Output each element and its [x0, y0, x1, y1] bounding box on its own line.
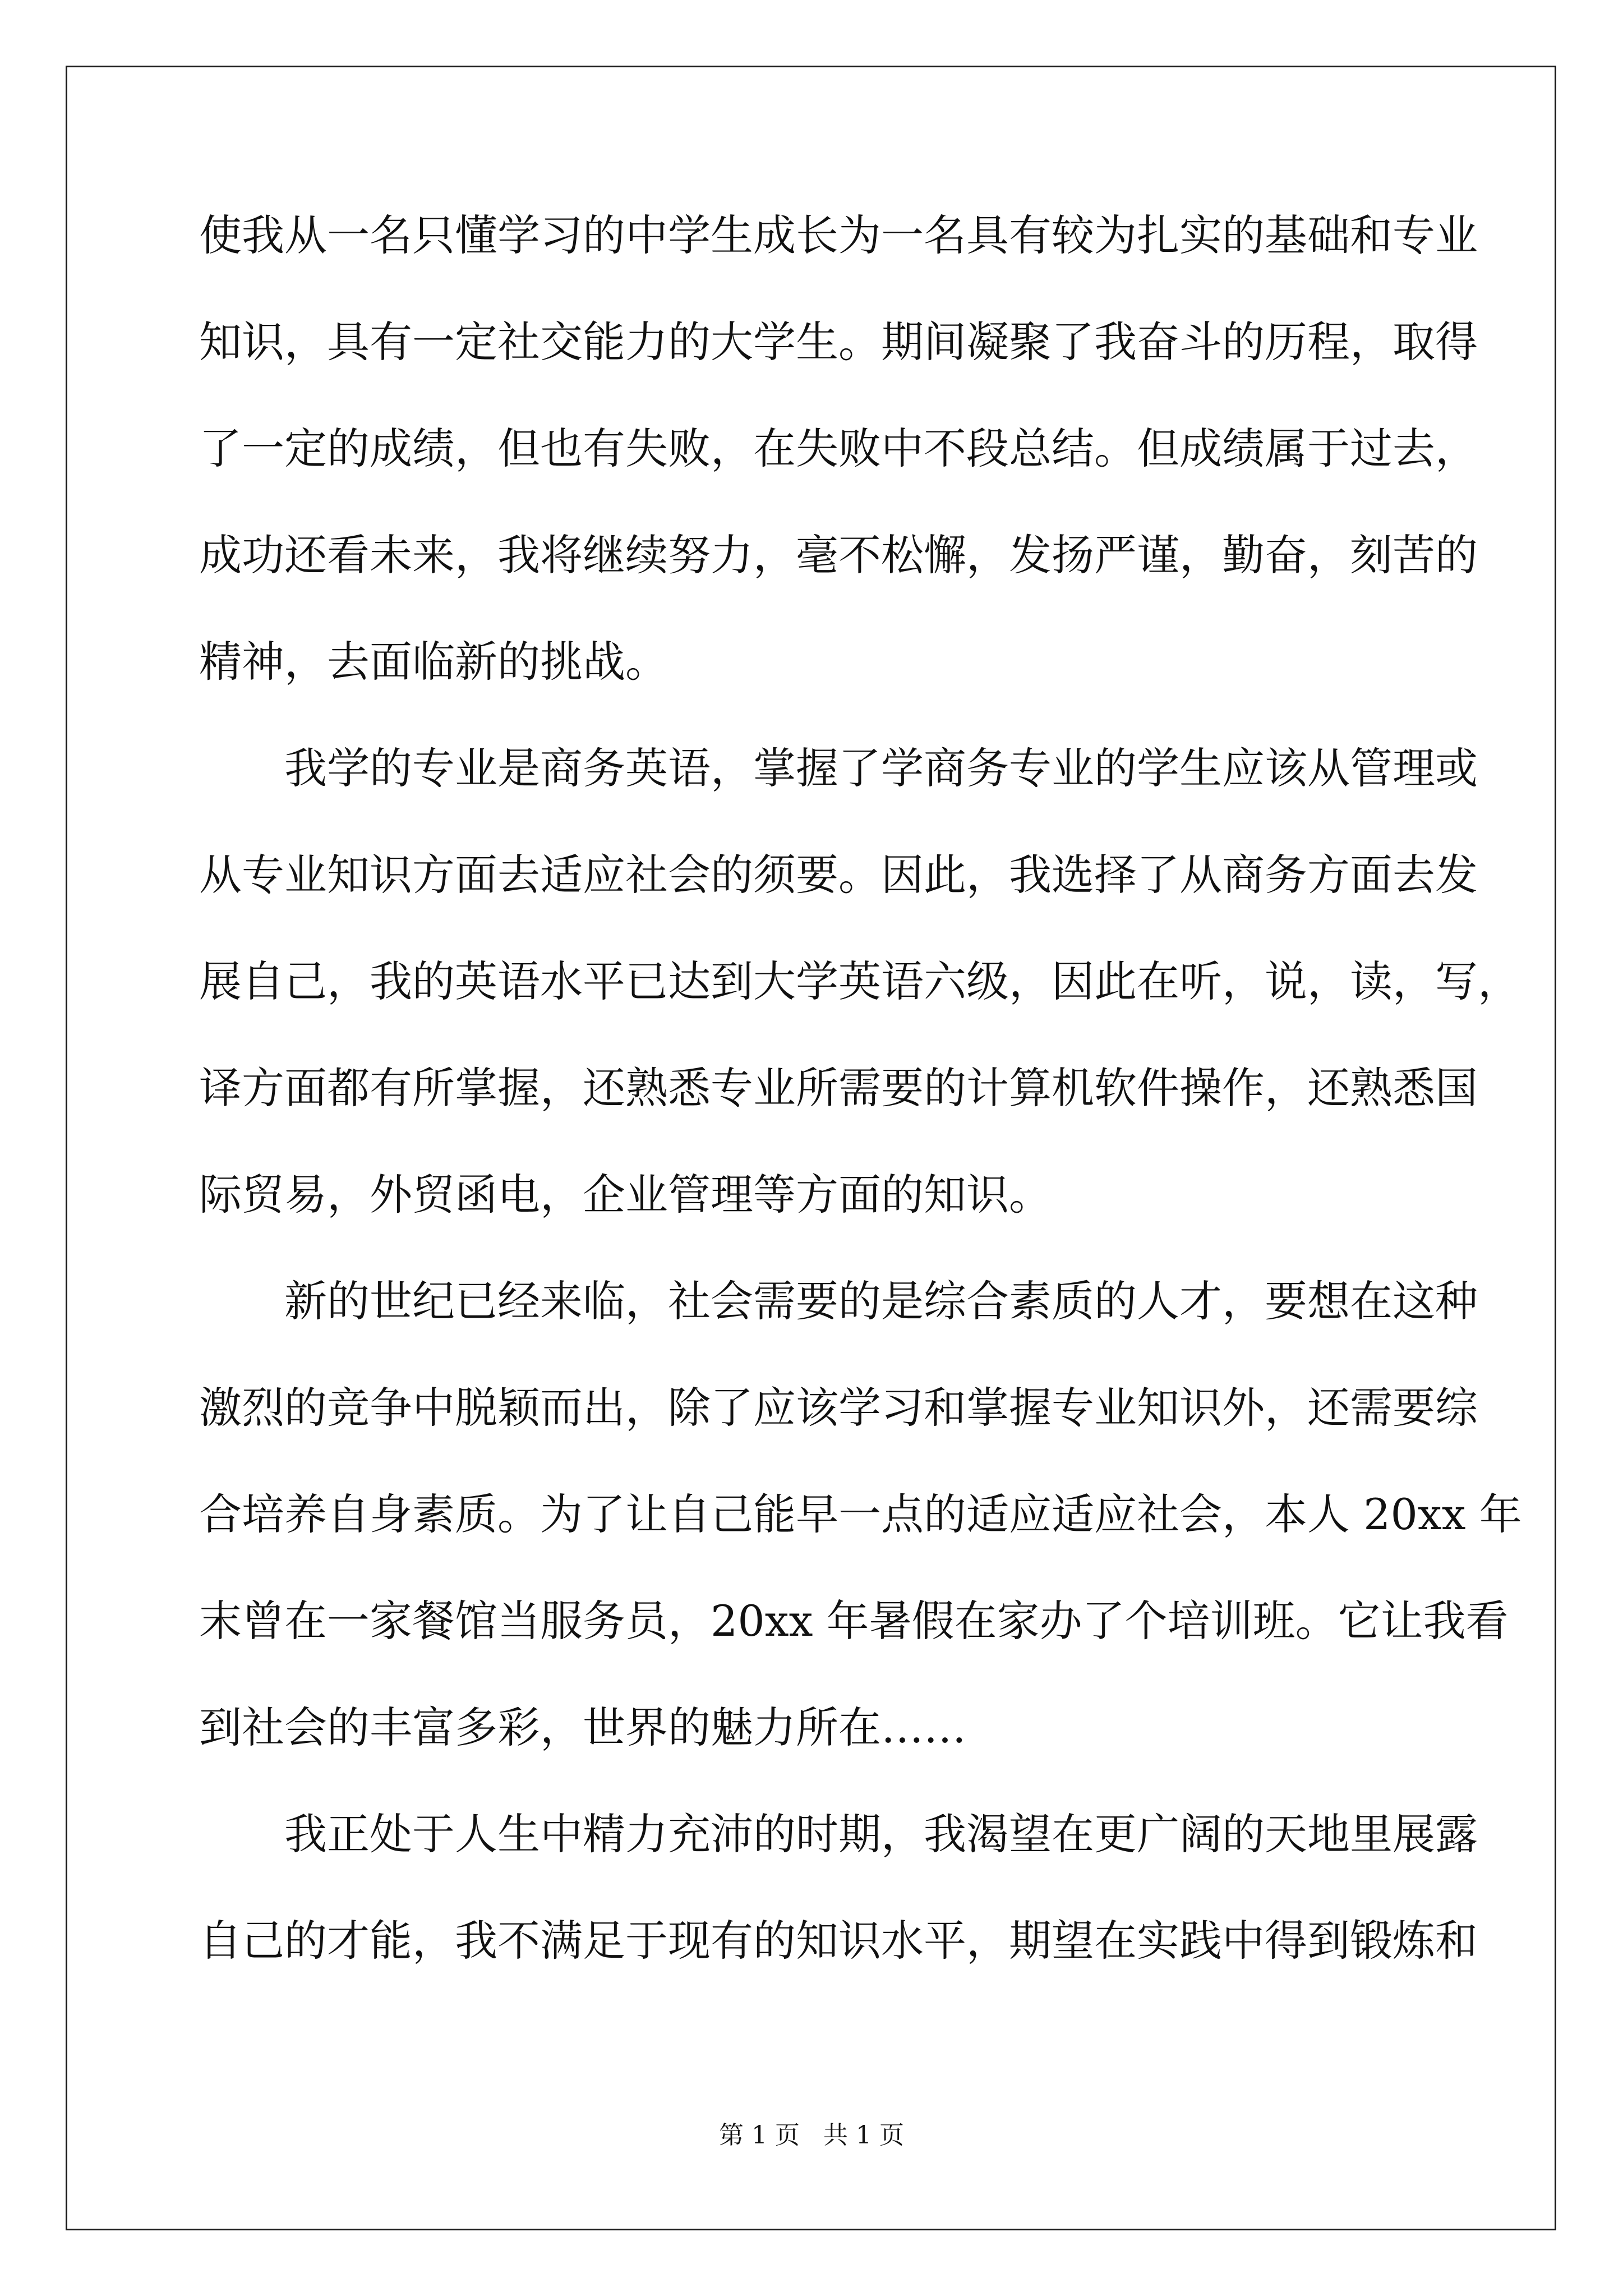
text-line: 译方面都有所掌握，还熟悉专业所需要的计算机软件操作，还熟悉国 [199, 1063, 1478, 1113]
text-line: 知识，具有一定社交能力的大学生。期间凝聚了我奋斗的历程，取得 [199, 317, 1478, 367]
text-line: 精神，去面临新的挑战。 [199, 637, 668, 687]
text-line: 激烈的竞争中脱颖而出，除了应该学习和掌握专业知识外，还需要综 [199, 1383, 1478, 1433]
paragraph-first-line: 我学的专业是商务英语，掌握了学商务专业的学生应该从管理或 [284, 743, 1478, 793]
text-line: 自己的才能，我不满足于现有的知识水平，期望在实践中得到锻炼和 [199, 1916, 1478, 1966]
document-body [199, 208, 1522, 2019]
text-line: 末曾在一家餐馆当服务员，20xx 年暑假在家办了个培训班。它让我看 [199, 1596, 1509, 1646]
paragraph-first-line: 我正处于人生中精力充沛的时期，我渴望在更广阔的天地里展露 [284, 1809, 1478, 1859]
text-line: 使我从一名只懂学习的中学生成长为一名具有较为扎实的基础和专业 [199, 210, 1478, 260]
text-line: 了一定的成绩，但也有失败，在失败中不段总结。但成绩属于过去， [199, 424, 1478, 473]
text-line: 合培养自身素质。为了让自己能早一点的适应适应社会，本人 20xx 年 [199, 1489, 1522, 1539]
paragraph-first-line: 新的世纪已经来临，社会需要的是综合素质的人才，要想在这种 [284, 1276, 1478, 1326]
page-footer: 第 1 页 共 1 页 [719, 2121, 904, 2150]
text-line: 展自己，我的英语水平已达到大学英语六级，因此在听，说，读，写， [199, 956, 1520, 1006]
text-line: 从专业知识方面去适应社会的须要。因此，我选择了从商务方面去发 [199, 850, 1478, 900]
text-line: 到社会的丰富多彩，世界的魅力所在…… [199, 1703, 966, 1752]
text-line: 成功还看未来，我将继续努力，毫不松懈，发扬严谨，勤奋，刻苦的 [199, 530, 1478, 580]
text-line: 际贸易，外贸函电，企业管理等方面的知识。 [199, 1170, 1052, 1220]
